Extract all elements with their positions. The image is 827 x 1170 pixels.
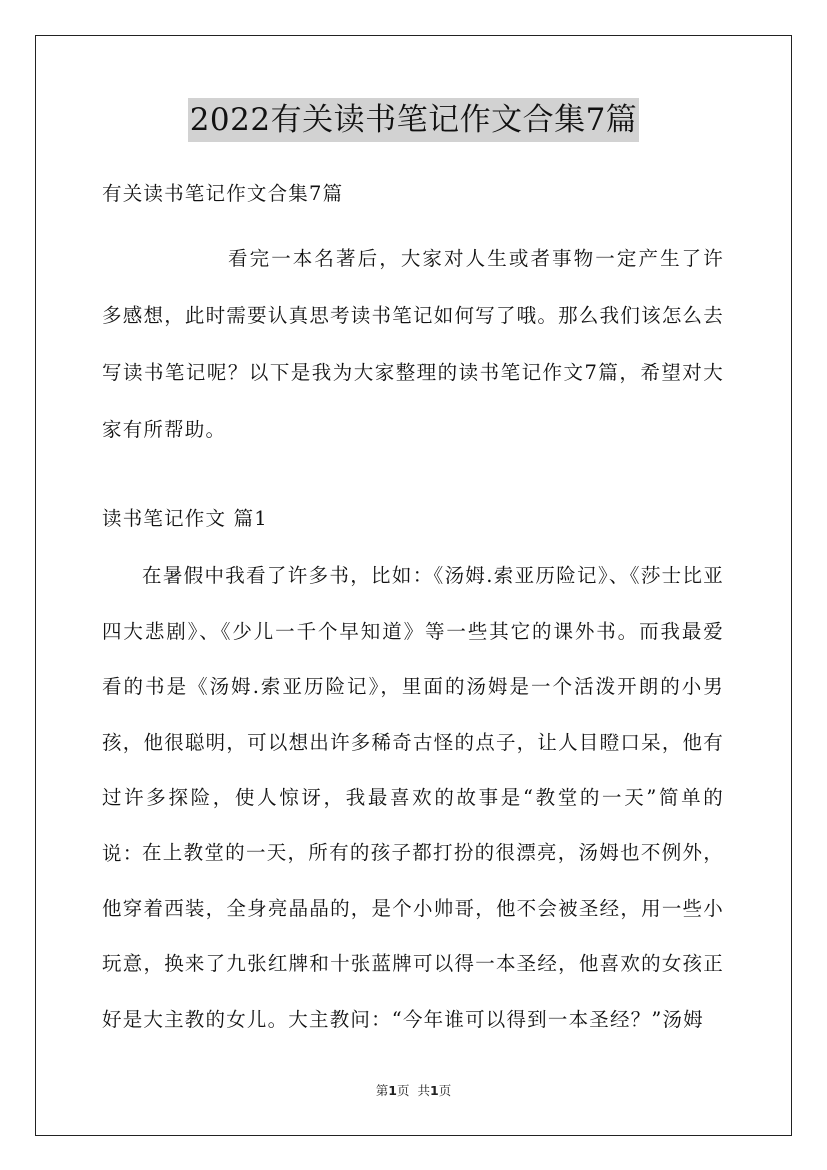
footer-page-suffix: 页: [397, 1083, 410, 1098]
title-wrap: [0, 98, 827, 142]
intro-paragraph: 看完一本名著后，大家对人生或者事物一定产生了许多感想，此时需要认真思考读书笔记如何写了哦。那么我们该怎么去写读书笔记呢？以下是我为大家整理的读书笔记作文7篇，希望对大家有所帮助。: [102, 247, 724, 441]
document-title: 2022有关读书笔记作文合集7篇: [188, 98, 640, 142]
footer-total-pages: 1: [429, 1083, 439, 1098]
body-paragraph-1: 在暑假中我看了许多书，比如：《汤姆.索亚历险记》、《莎士比亚四大悲剧》、《少儿一千个早知道》等一些其它的课外书。而我最爱看的书是《汤姆.索亚历险记》，里面的汤姆是一个活泼开朗的小男孩，他很聪明，可以想出许多稀奇古怪的点子，让人目瞪口呆，他有过许多探险，使人惊讶，我最喜欢的故事是“教堂的一天”简单的说：: [102, 564, 724, 865]
footer-total-prefix: 共: [417, 1083, 430, 1098]
footer-page-prefix: 第: [375, 1083, 389, 1098]
body-paragraph-2: 在上教堂的一天，所有的孩子都打扮的很漂亮，汤姆也不例外，他穿着西装，全身亮晶晶的，是个小帅哥，他不会被圣经，用一些小玩意，换来了九张红牌和十张蓝牌可以得一本圣经，他喜欢的女孩正好是大主教的女儿。大主教问：“今年谁可以得到一本圣经？”汤姆: [102, 841, 724, 1031]
section-heading: 读书笔记作文 篇1: [102, 507, 268, 530]
document-subtitle: 有关读书笔记作文合集7篇: [102, 182, 344, 205]
footer-total-suffix: 页: [438, 1083, 452, 1098]
page-footer: [0, 1082, 827, 1100]
footer-page-number: 1: [388, 1083, 397, 1098]
